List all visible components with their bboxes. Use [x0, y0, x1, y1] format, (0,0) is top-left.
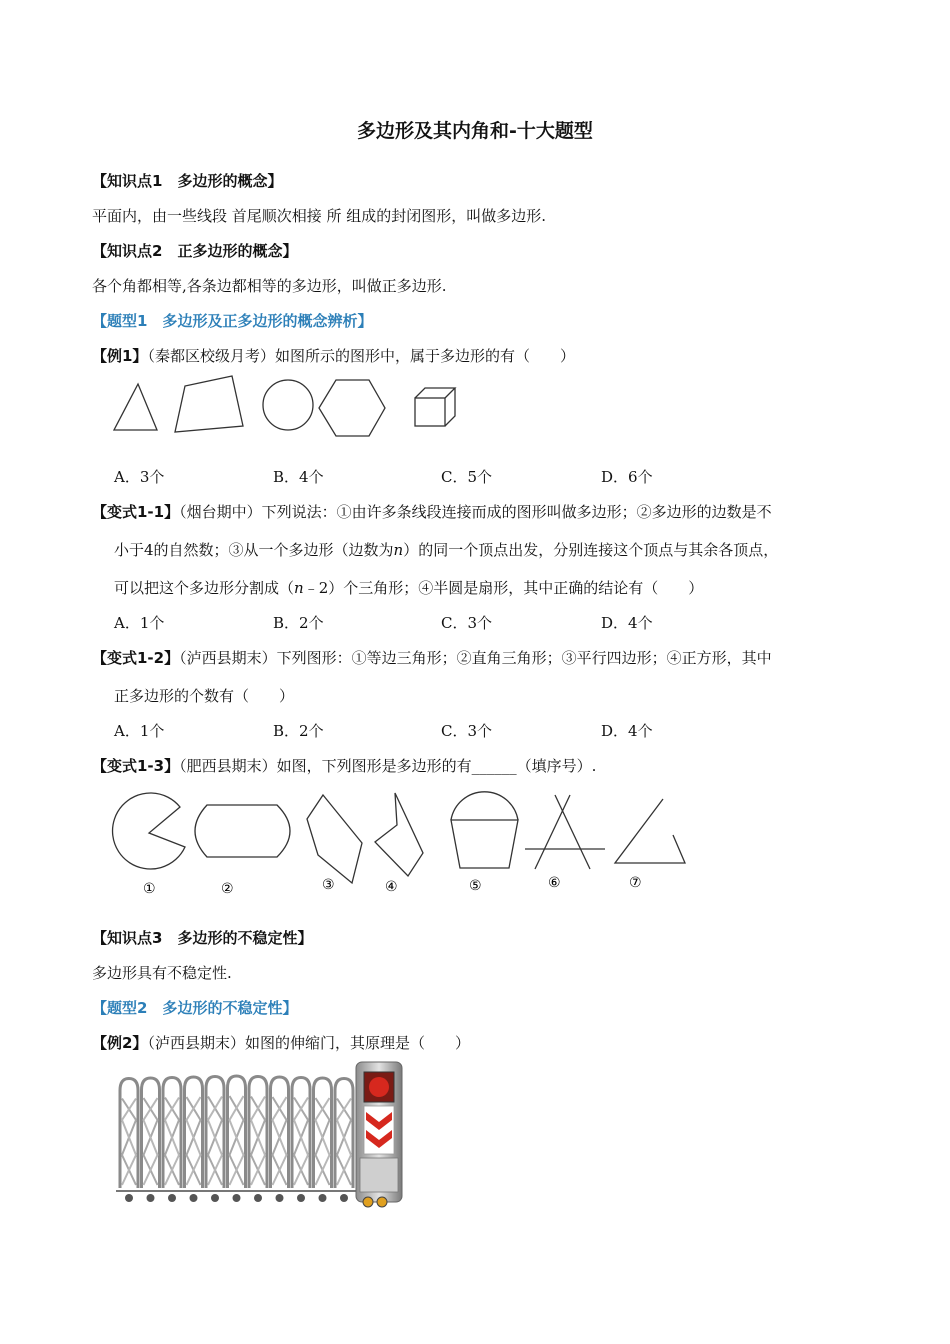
answer-blank: ______	[471, 757, 517, 775]
question-type-1-heading: 【题型1 多边形及正多边形的概念辨析】	[92, 312, 373, 330]
example-1-option-c: C．5个	[441, 468, 493, 486]
knowledge-point-1-heading: 【知识点1 多边形的概念】	[92, 172, 283, 190]
gate-panel	[228, 1076, 246, 1202]
figure-3-pentagon	[307, 795, 362, 883]
variant-1-2-line-2: 正多边形的个数有（ ）	[114, 687, 295, 705]
gate-panel	[314, 1078, 332, 1202]
variant-1-1-option-d: D．4个	[601, 614, 653, 632]
retractable-gate-image	[116, 1060, 406, 1210]
triangle-shape	[114, 384, 157, 430]
knowledge-point-2-text: 各个角都相等,各条边都相等的多边形，叫做正多边形.	[92, 277, 447, 295]
example-1-stem	[92, 345, 575, 366]
variant-1-1-option-b: B．2个	[273, 614, 324, 632]
variant-1-2-option-c: C．3个	[441, 722, 493, 740]
figure-7-open-triangle	[615, 799, 685, 863]
example-2-stem	[92, 1032, 470, 1053]
example-1-option-b: B．4个	[273, 468, 324, 486]
figure-1-sector	[113, 793, 185, 869]
example-1-option-a: A．3个	[114, 468, 165, 486]
example-1-option-d: D．6个	[601, 468, 653, 486]
variable-n: n	[294, 579, 304, 597]
variant-1-3-line-1	[92, 755, 596, 776]
example-2-text: （泸西县期末）如图的伸缩门，其原理是（ ）	[147, 1034, 470, 1052]
variant-1-1-line-2	[114, 539, 778, 560]
circle-shape	[263, 380, 313, 430]
gate-panels	[116, 1076, 356, 1202]
gate-panel	[120, 1079, 138, 1203]
figure-3-label: ③	[322, 877, 335, 893]
variant-1-1-text-2: 小于4的自然数；③从一个多边形（边数为	[114, 541, 394, 559]
gate-head-unit	[356, 1062, 402, 1207]
gate-panel	[185, 1077, 203, 1202]
gate-panel	[142, 1078, 160, 1202]
variant-1-2-option-b: B．2个	[273, 722, 324, 740]
figure-5-bucket	[451, 792, 518, 868]
gate-panel	[292, 1078, 310, 1203]
variant-1-1-line-1	[92, 501, 772, 522]
knowledge-point-1-text: 平面内，由一些线段 首尾顺次相接 所 组成的封闭图形，叫做多边形.	[92, 207, 547, 225]
variant-1-1-option-a: A．1个	[114, 614, 165, 632]
question-type-2-heading: 【题型2 多边形的不稳定性】	[92, 999, 298, 1017]
gate-panel	[271, 1077, 289, 1202]
figure-6-lines	[525, 795, 605, 869]
page-title: 多边形及其内角和-十大题型	[357, 120, 593, 142]
variant-1-3-figures	[105, 785, 705, 900]
example-1-tag: 【例1】	[92, 347, 148, 365]
variant-1-2-option-a: A．1个	[114, 722, 165, 740]
knowledge-point-3-heading: 【知识点3 多边形的不稳定性】	[92, 929, 313, 947]
example-2-tag: 【例2】	[92, 1034, 148, 1052]
figure-4-concave	[375, 793, 423, 876]
variant-1-1-option-c: C．3个	[441, 614, 493, 632]
variant-1-1-text-1: （烟台期中）下列说法：①由许多条线段连接而成的图形叫做多边形；②多边形的边数是不	[179, 503, 772, 521]
gate-panel	[335, 1079, 353, 1203]
figure-6-label: ⑥	[548, 875, 561, 891]
variant-1-2-tag: 【变式1-2】	[92, 649, 180, 667]
figure-2-label: ②	[221, 881, 234, 897]
variant-1-1-tag: 【变式1-1】	[92, 503, 180, 521]
variant-1-2-line-1	[92, 647, 772, 668]
variant-1-1-line-3	[114, 577, 703, 598]
knowledge-point-3-text: 多边形具有不稳定性.	[92, 964, 232, 982]
example-1-text: （秦都区校级月考）如图所示的图形中，属于多边形的有（ ）	[147, 347, 575, 365]
variant-1-2-text-1: （泸西县期末）下列图形：①等边三角形；②直角三角形；③平行四边形；④正方形，其中	[179, 649, 772, 667]
variant-1-3-tag: 【变式1-3】	[92, 757, 180, 775]
hexagon-shape	[319, 380, 385, 436]
figure-7-label: ⑦	[629, 875, 642, 891]
gate-panel	[249, 1077, 267, 1203]
figure-5-label: ⑤	[469, 878, 482, 894]
variant-1-1-text-3a: 可以把这个多边形分割成（	[114, 579, 295, 597]
gate-panel	[163, 1078, 181, 1203]
variant-1-3-text-2: （填序号）.	[516, 757, 597, 775]
quadrilateral-shape	[175, 376, 243, 432]
variant-1-2-option-d: D．4个	[601, 722, 653, 740]
variant-1-1-text-2b: ）的同一个顶点出发，分别连接这个顶点与其余各顶点，	[403, 541, 779, 559]
variable-n: n	[393, 541, 404, 559]
figure-2-capsule	[195, 805, 290, 857]
gate-panel	[206, 1077, 224, 1203]
figure-1-label: ①	[143, 881, 156, 897]
example-1-figures	[105, 370, 465, 445]
variant-1-1-text-3b: ﹣2）个三角形；④半圆是扇形，其中正确的结论有（ ）	[303, 579, 704, 597]
figure-4-label: ④	[385, 879, 398, 895]
variant-1-3-text: （肥西县期末）如图，下列图形是多边形的有	[179, 757, 472, 775]
cube-shape	[415, 388, 455, 426]
knowledge-point-2-heading: 【知识点2 正多边形的概念】	[92, 242, 298, 260]
